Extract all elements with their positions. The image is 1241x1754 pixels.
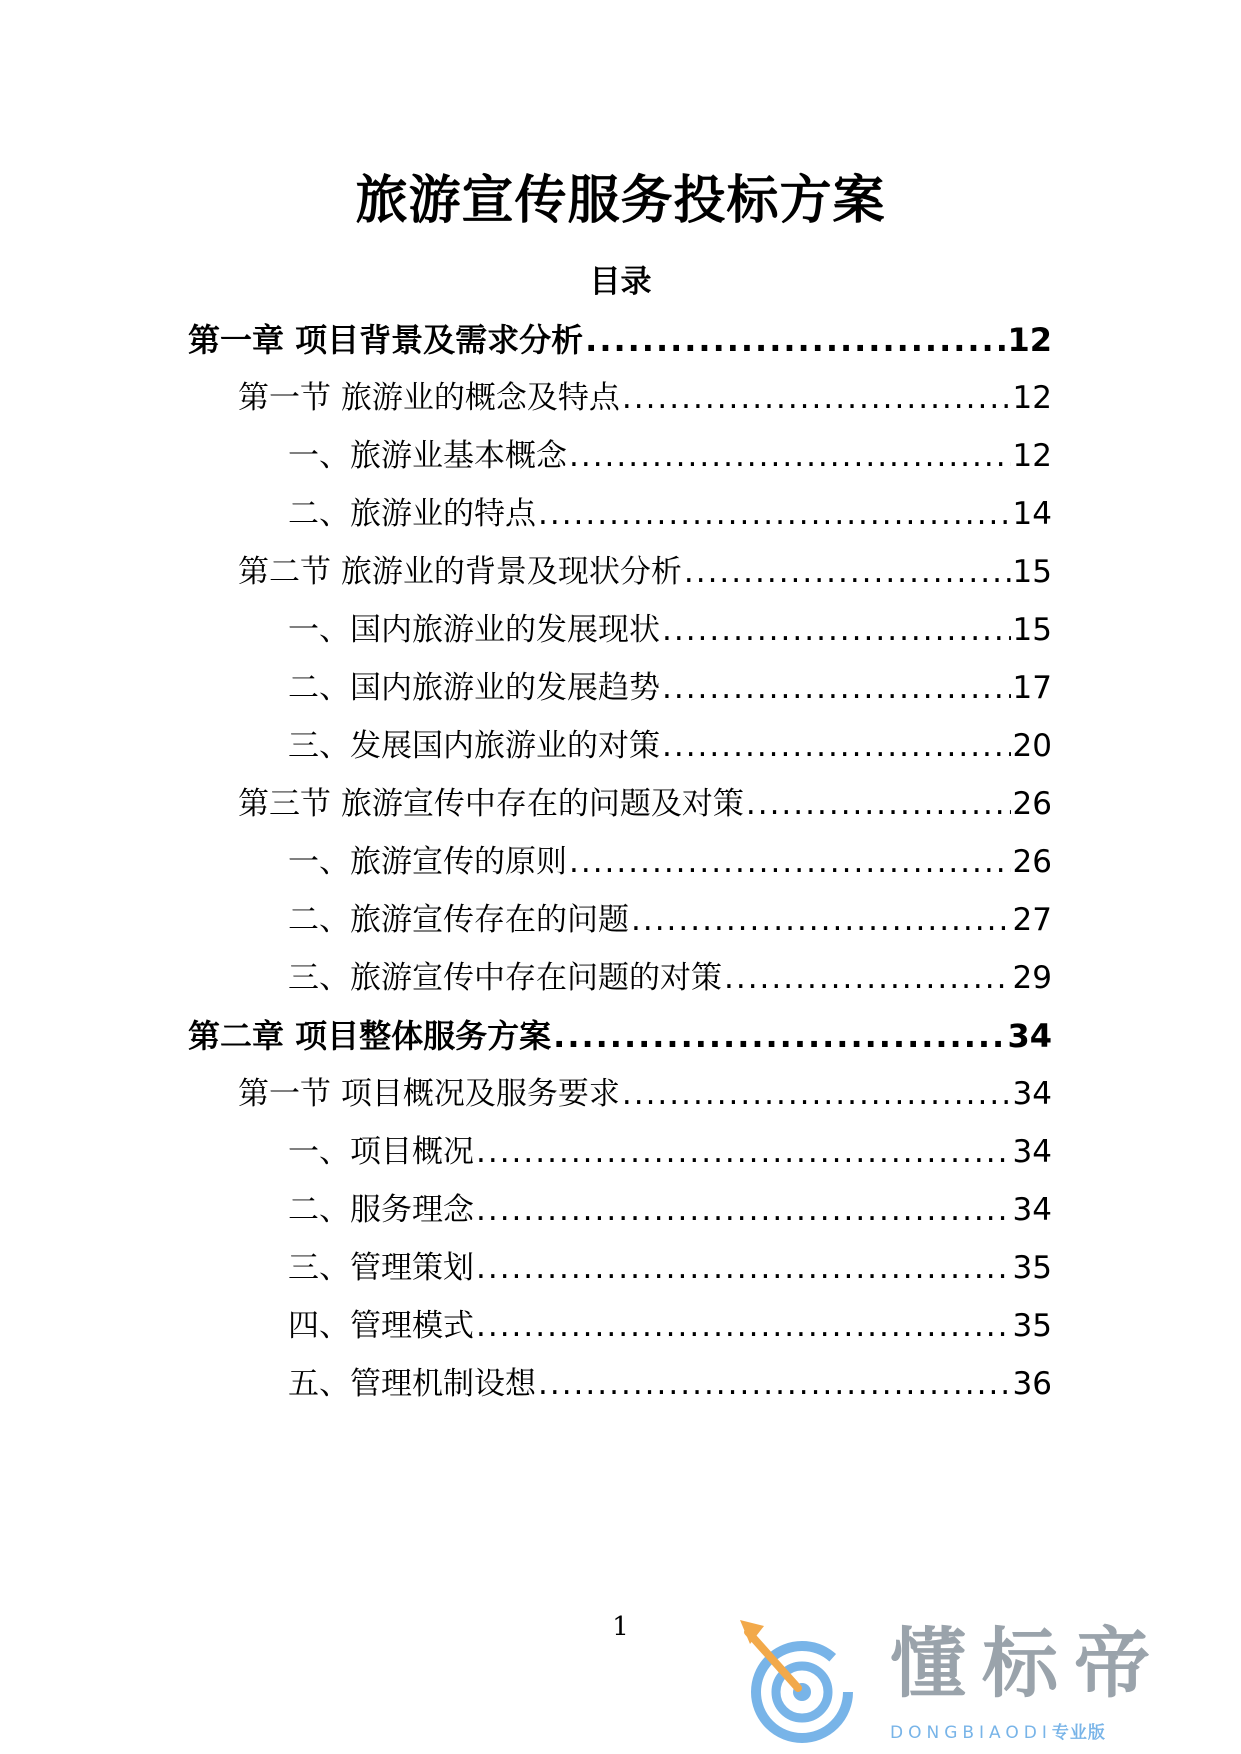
toc-entry-label: 三、发展国内旅游业的对策 <box>288 728 660 764</box>
toc-section[interactable] <box>238 373 1052 423</box>
toc-subsection[interactable] <box>288 431 1052 481</box>
toc-dot-leader <box>585 315 1005 365</box>
toc-entry-page: 27 <box>1012 902 1052 938</box>
toc-entry-page: 34 <box>1012 1192 1052 1228</box>
toc-dot-leader <box>746 779 1011 829</box>
toc-entry-page: 15 <box>1012 554 1052 590</box>
toc-entry-label: 三、管理策划 <box>288 1250 474 1286</box>
toc-dot-leader <box>622 373 1011 423</box>
toc-entry-label: 一、项目概况 <box>288 1134 474 1170</box>
toc-entry-page: 35 <box>1012 1308 1052 1344</box>
watermark-logo <box>740 1618 1220 1748</box>
toc-dot-leader <box>553 1011 1005 1061</box>
toc-entry-label: 一、旅游宣传的原则 <box>288 844 567 880</box>
page-number: 1 <box>612 1612 629 1642</box>
toc-entry-label: 二、旅游业的特点 <box>288 496 536 532</box>
toc-dot-leader <box>476 1243 1011 1293</box>
toc-subsection[interactable] <box>288 1185 1052 1235</box>
toc-entry-label: 第三节 旅游宣传中存在的问题及对策 <box>238 786 744 822</box>
toc-dot-leader <box>476 1127 1011 1177</box>
toc-entry-label: 一、旅游业基本概念 <box>288 438 567 474</box>
toc-entry-label: 二、国内旅游业的发展趋势 <box>288 670 660 706</box>
toc-entry-page: 15 <box>1012 612 1052 648</box>
toc-subsection[interactable] <box>288 1243 1052 1293</box>
target-arrow-icon <box>740 1618 880 1748</box>
toc-section[interactable] <box>238 547 1052 597</box>
toc-subsection[interactable] <box>288 895 1052 945</box>
toc-subsection[interactable] <box>288 663 1052 713</box>
toc-subsection[interactable] <box>288 1301 1052 1351</box>
toc-section[interactable] <box>238 779 1052 829</box>
toc-entry-page: 20 <box>1012 728 1052 764</box>
toc-dot-leader <box>538 489 1011 539</box>
toc-entry-label: 三、旅游宣传中存在问题的对策 <box>288 960 722 996</box>
toc-entry-page: 35 <box>1012 1250 1052 1286</box>
toc-entry-label: 第一节 项目概况及服务要求 <box>238 1076 620 1112</box>
toc-entry-page: 34 <box>1012 1076 1052 1112</box>
toc-subsection[interactable] <box>288 721 1052 771</box>
toc-entry-page: 17 <box>1012 670 1052 706</box>
toc-subsection[interactable] <box>288 837 1052 887</box>
toc-entry-page: 12 <box>1007 321 1052 359</box>
toc-entry-page: 14 <box>1012 496 1052 532</box>
toc-dot-leader <box>662 605 1011 655</box>
toc-dot-leader <box>476 1301 1011 1351</box>
toc-entry-label: 一、国内旅游业的发展现状 <box>288 612 660 648</box>
document-title: 旅游宣传服务投标方案 <box>355 171 886 231</box>
toc-dot-leader <box>662 721 1011 771</box>
toc-heading: 目录 <box>589 264 652 300</box>
toc-entry-page: 29 <box>1012 960 1052 996</box>
watermark-latin: DONGBIAODI <box>890 1723 1052 1743</box>
toc-entry-label: 五、管理机制设想 <box>288 1366 536 1402</box>
watermark-edition: 专业版 <box>1051 1723 1106 1743</box>
toc-section[interactable] <box>238 1069 1052 1119</box>
toc-chapter[interactable] <box>188 315 1052 365</box>
toc-entry-label: 第二节 旅游业的背景及现状分析 <box>238 554 682 590</box>
toc-entry-label: 第一章 项目背景及需求分析 <box>188 321 584 359</box>
toc-chapter[interactable] <box>188 1011 1052 1061</box>
toc-entry-page: 34 <box>1007 1017 1052 1055</box>
toc-entry-page: 26 <box>1012 786 1052 822</box>
watermark-subtitle <box>890 1718 1106 1743</box>
toc-subsection[interactable] <box>288 605 1052 655</box>
toc-entry-page: 36 <box>1012 1366 1052 1402</box>
toc-dot-leader <box>724 953 1011 1003</box>
toc-dot-leader <box>476 1185 1011 1235</box>
toc-dot-leader <box>538 1359 1011 1409</box>
toc-dot-leader <box>622 1069 1011 1119</box>
toc-entry-label: 第一节 旅游业的概念及特点 <box>238 380 620 416</box>
toc-dot-leader <box>631 895 1011 945</box>
toc-entry-label: 四、管理模式 <box>288 1308 474 1344</box>
toc-subsection[interactable] <box>288 489 1052 539</box>
toc-subsection[interactable] <box>288 953 1052 1003</box>
toc-entry-page: 12 <box>1012 380 1052 416</box>
toc-entry-page: 34 <box>1012 1134 1052 1170</box>
toc-dot-leader <box>569 837 1011 887</box>
toc-subsection[interactable] <box>288 1127 1052 1177</box>
toc-dot-leader <box>569 431 1011 481</box>
watermark-brand: 懂标帝 <box>890 1619 1166 1708</box>
toc-entry-page: 12 <box>1012 438 1052 474</box>
toc-subsection[interactable] <box>288 1359 1052 1409</box>
toc-entry-label: 第二章 项目整体服务方案 <box>188 1017 552 1055</box>
toc-entry-page: 26 <box>1012 844 1052 880</box>
toc-entry-label: 二、旅游宣传存在的问题 <box>288 902 629 938</box>
toc-dot-leader <box>684 547 1011 597</box>
toc-entry-label: 二、服务理念 <box>288 1192 474 1228</box>
toc-dot-leader <box>662 663 1011 713</box>
